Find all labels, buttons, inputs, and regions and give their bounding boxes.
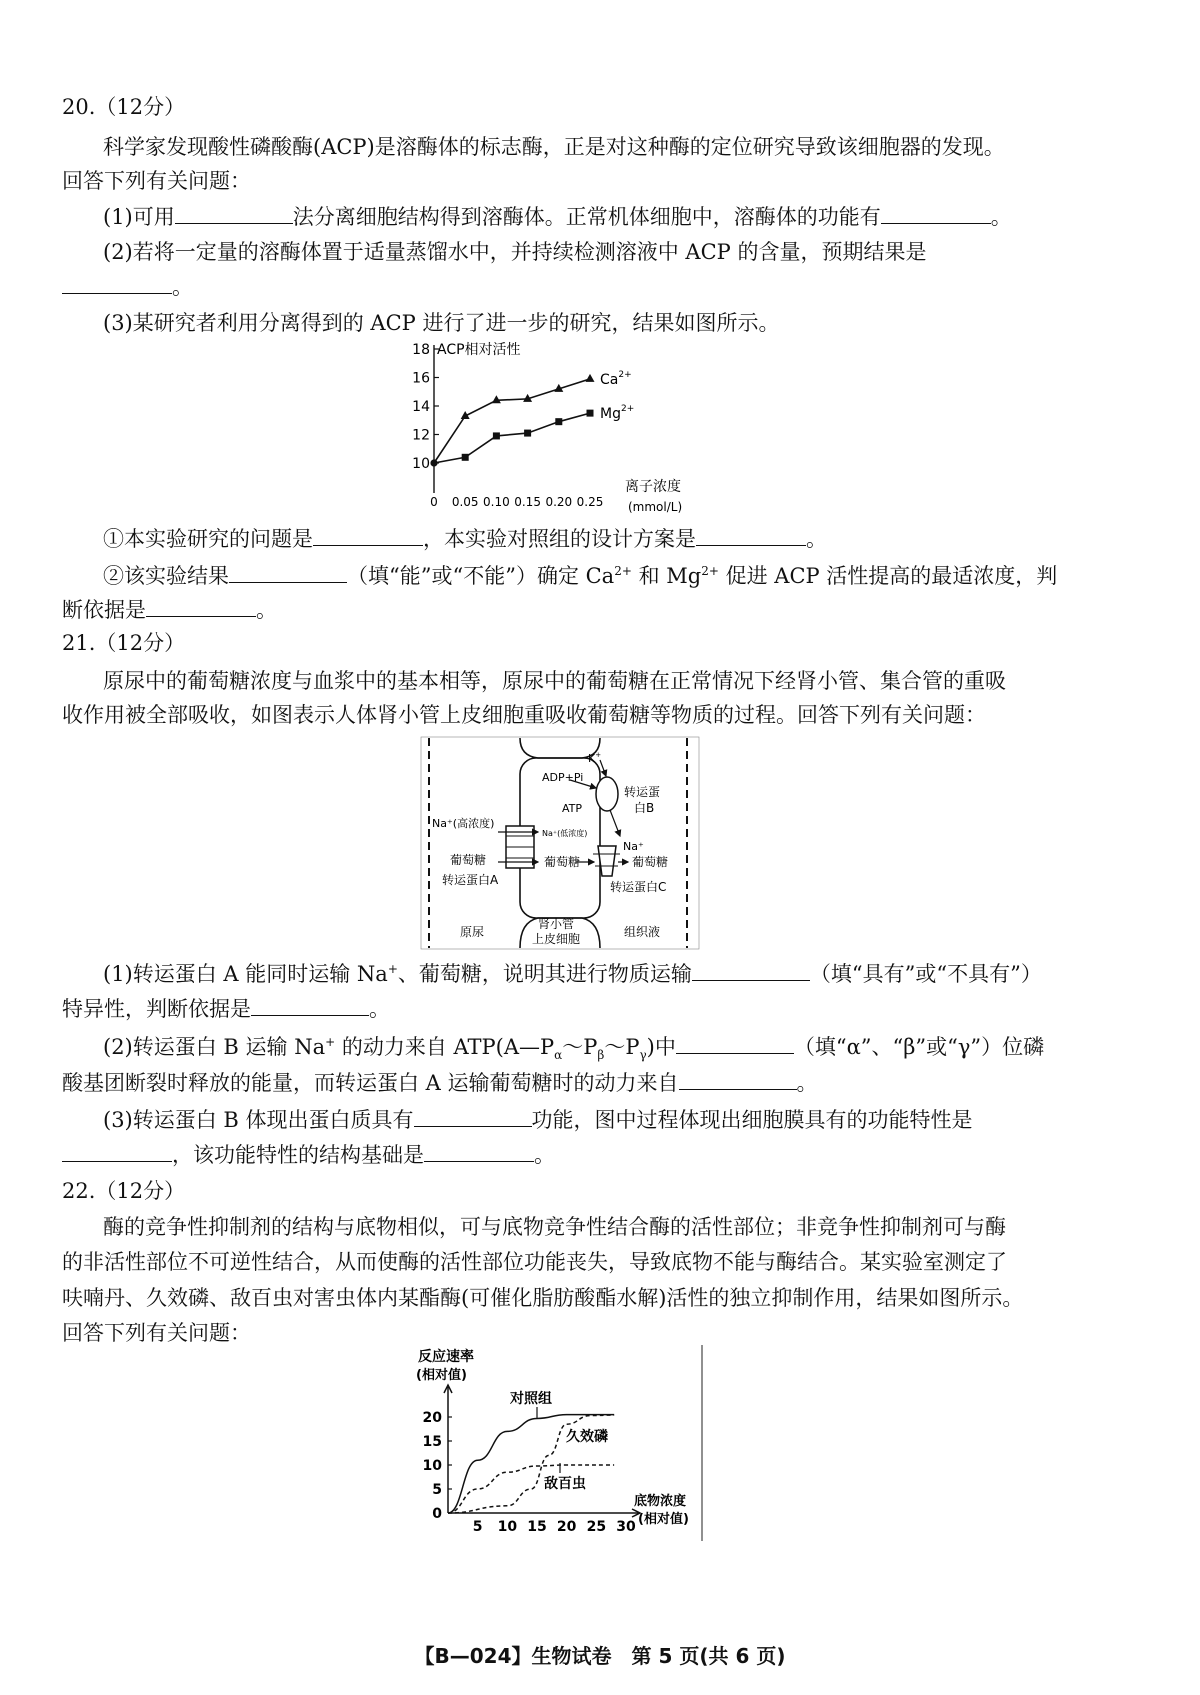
q20-sub2-line1 — [103, 561, 1057, 591]
q20-part3: (3)某研究者利用分离得到的 ACP 进行了进一步的研究，结果如图所示。 — [103, 311, 780, 335]
x-axis-unit: (mmol/L) — [628, 500, 683, 514]
q20-sub1 — [103, 524, 827, 554]
q21-part1-text-c: （填“具有”或“不具有”） — [809, 962, 1042, 986]
data-point — [555, 418, 562, 425]
answer-blank[interactable] — [424, 1143, 534, 1162]
q20-intro-line2: 回答下列有关问题： — [62, 169, 251, 193]
y-tick-label: 5 — [432, 1482, 442, 1498]
series-label-inhibitor-1: 久效磷 — [566, 1429, 608, 1445]
q20-sub2-text-a: ②该实验结果 — [103, 564, 229, 588]
x-tick-label: 0.10 — [483, 495, 510, 509]
y-axis-label: 反应速率 — [418, 1349, 474, 1365]
q21-part2-text-g: 酸基团断裂时释放的能量，而转运蛋白 A 运输葡萄糖时的动力来自 — [62, 1071, 679, 1095]
q21-part3-line2 — [62, 1140, 555, 1170]
q21-part3-text-a: (3)转运蛋白 B 体现出蛋白质具有 — [103, 1108, 414, 1132]
label-na-low: Na⁺(低浓度) — [542, 829, 588, 838]
superscript: + — [387, 962, 398, 976]
x-tick-label: 5 — [472, 1519, 483, 1535]
subscript-alpha: α — [554, 1048, 563, 1063]
q20-sub2-line2 — [62, 595, 277, 625]
answer-blank[interactable] — [62, 1143, 172, 1162]
renal-tubule-diagram — [420, 736, 700, 950]
data-point — [493, 432, 500, 439]
label-tissue-fluid: 组织液 — [624, 925, 661, 939]
q20-sub2-text-b: （填“能”或“不能”）确定 Ca — [347, 564, 615, 588]
label-transporter-c: 转运蛋白C — [610, 880, 667, 894]
x-tick-label: 30 — [616, 1519, 636, 1535]
answer-blank[interactable] — [676, 1035, 794, 1054]
label-epithelial-cell: 上皮细胞 — [532, 932, 581, 946]
q20-sub1-text-c: 。 — [806, 527, 827, 551]
x-tick-label: 0.25 — [576, 495, 604, 509]
label-glucose-2: 葡萄糖 — [544, 855, 581, 869]
q21-header: 21.（12分） — [62, 631, 186, 655]
q20-part2-text-b: 。 — [172, 275, 193, 299]
data-point — [586, 374, 595, 382]
answer-blank[interactable] — [146, 598, 256, 617]
acp-activity-chart — [400, 335, 730, 520]
series-line — [434, 379, 590, 463]
x-tick-label: 0.15 — [514, 495, 541, 509]
q22-intro-line2: 的非活性部位不可逆性结合，从而使酶的活性部位功能丧失，导致底物不能与酶结合。某实验室测定了 — [62, 1250, 1007, 1274]
answer-blank[interactable] — [692, 962, 810, 981]
label-atp: ATP — [562, 802, 583, 815]
y-tick-label: 10 — [422, 1458, 442, 1474]
label-tubule: 肾小管 — [538, 917, 575, 931]
q21-part3-text-c: ，该功能特性的结构基础是 — [172, 1143, 424, 1167]
y-axis-label-unit: (相对值) — [416, 1368, 467, 1383]
x-tick-label: 15 — [527, 1519, 547, 1535]
q22-intro-line1: 酶的竞争性抑制剂的结构与底物相似，可与底物竞争性结合酶的活性部位；非竞争性抑制剂可与酶 — [103, 1215, 1006, 1239]
q20-part1-text-c: 。 — [990, 205, 1012, 229]
series-label-inhibitor-2: 敌百虫 — [544, 1476, 586, 1492]
answer-blank[interactable] — [696, 527, 806, 546]
q20-header: 20.（12分） — [62, 95, 186, 119]
y-tick-label: 14 — [412, 399, 430, 415]
q20-part1 — [103, 202, 1012, 232]
q21-part1-text-b: 、葡萄糖，说明其进行物质运输 — [397, 962, 692, 986]
x-axis-label: 离子浓度 — [625, 479, 681, 495]
q22-intro-line3: 呋喃丹、久效磷、敌百虫对害虫体内某酯酶(可催化脂肪酸酯水解)活性的独立抑制作用，结果如图所示。 — [62, 1286, 1024, 1310]
q21-part1-text-e: 。 — [369, 997, 390, 1021]
q20-part2-line2 — [62, 272, 193, 302]
transporter-b-icon — [596, 777, 618, 811]
q21-part3-text-d: 。 — [534, 1143, 555, 1167]
label-k: K+ — [588, 751, 602, 765]
data-point — [524, 430, 531, 437]
subscript-gamma: γ — [639, 1048, 647, 1063]
q21-part2-text-c: ～P — [562, 1035, 598, 1059]
q21-part2-line2 — [62, 1068, 818, 1098]
y-tick-label: 20 — [422, 1410, 442, 1426]
q21-intro-line2: 收作用被全部吸收，如图表示人体肾小管上皮细胞重吸收葡萄糖等物质的过程。回答下列有关问题： — [62, 703, 986, 727]
y-tick-label: 18 — [412, 342, 430, 358]
answer-blank[interactable] — [679, 1071, 797, 1090]
q20-sub1-text-b: ，本实验对照组的设计方案是 — [423, 527, 696, 551]
label-na-high: Na⁺(高浓度) — [432, 817, 495, 830]
q21-part1-line1 — [103, 959, 1042, 989]
x-tick-label: 0 — [430, 495, 438, 509]
y-axis-label: ACP相对活性 — [437, 342, 521, 358]
y-tick-label: 15 — [422, 1434, 442, 1450]
q20-part1-text-a: (1)可用 — [103, 205, 175, 229]
answer-blank[interactable] — [175, 205, 293, 224]
answer-blank[interactable] — [62, 275, 172, 294]
x-tick-label: 20 — [556, 1519, 577, 1535]
label-transporter-a: 转运蛋白A — [442, 873, 499, 887]
na-out-arrow — [610, 810, 620, 836]
y-tick-label: 0 — [432, 1506, 442, 1522]
superscript: + — [325, 1035, 336, 1049]
x-tick-label: 10 — [497, 1519, 518, 1535]
label-na: Na⁺ — [623, 840, 644, 853]
data-point — [587, 410, 594, 417]
page-footer: 【B—024】生物试卷 第 5 页(共 6 页) — [414, 1644, 786, 1668]
superscript: 2+ — [701, 564, 719, 578]
data-point — [431, 460, 438, 467]
label-primary-urine: 原尿 — [460, 925, 485, 939]
q21-intro-line1: 原尿中的葡萄糖浓度与血浆中的基本相等，原尿中的葡萄糖在正常情况下经肾小管、集合管的重吸 — [103, 669, 1006, 693]
series-line — [434, 413, 590, 463]
label-transporter-b-2: 白B — [634, 801, 655, 815]
y-tick-label: 10 — [412, 456, 430, 472]
answer-blank[interactable] — [229, 564, 347, 583]
superscript: 2+ — [614, 564, 632, 578]
legend-label: $Ca^{2+}$ — [600, 369, 632, 388]
q21-part3-text-b: 功能，图中过程体现出细胞膜具有的功能特性是 — [531, 1108, 973, 1132]
label-glucose-3: 葡萄糖 — [632, 855, 669, 869]
q21-part2-text-a: (2)转运蛋白 B 运输 Na — [103, 1035, 326, 1059]
q22-intro-line4: 回答下列有关问题： — [62, 1321, 251, 1345]
q21-part2-text-h: 。 — [796, 1071, 818, 1095]
q20-sub2-text-f: 。 — [256, 598, 277, 622]
q21-part2-text-e: )中 — [646, 1035, 676, 1059]
reaction-rate-chart — [410, 1345, 710, 1545]
q22-header: 22.（12分） — [62, 1179, 186, 1203]
q21-part2-text-d: ～P — [604, 1035, 640, 1059]
x-axis-label-unit: (相对值) — [638, 1512, 689, 1527]
x-tick-label: 0.05 — [451, 495, 479, 509]
q21-part3-line1 — [103, 1105, 973, 1135]
q21-part1-text-a: (1)转运蛋白 A 能同时运输 Na — [103, 962, 388, 986]
y-tick-label: 12 — [412, 427, 430, 444]
x-tick-label: 0.20 — [545, 495, 573, 509]
y-tick-label: 16 — [412, 370, 430, 387]
q20-sub1-text-a: ①本实验研究的问题是 — [103, 527, 313, 551]
answer-blank[interactable] — [414, 1108, 532, 1127]
q21-part2-text-f: （填“α”、“β”或“γ”）位磷 — [793, 1035, 1045, 1059]
q20-intro-line1: 科学家发现酸性磷酸酶(ACP)是溶酶体的标志酶，正是对这种酶的定位研究导致该细胞器的发现。 — [103, 135, 1005, 159]
legend-label: $Mg^{2+}$ — [600, 404, 635, 423]
q20-sub2-text-c: 和 Mg — [631, 564, 702, 588]
transporter-c-icon — [598, 846, 616, 876]
k-arrow — [600, 760, 606, 776]
series-curve — [448, 1465, 614, 1513]
answer-blank[interactable] — [881, 205, 991, 224]
label-transporter-b-1: 转运蛋 — [624, 785, 661, 799]
label-glucose-1: 葡萄糖 — [450, 853, 487, 867]
subscript-beta: β — [597, 1048, 605, 1063]
q21-part1-text-d: 特异性，判断依据是 — [62, 997, 251, 1021]
x-tick-label: 25 — [586, 1519, 607, 1535]
q20-sub2-text-e: 断依据是 — [62, 598, 146, 622]
q20-part1-text-b: 法分离细胞结构得到溶酶体。正常机体细胞中，溶酶体的功能有 — [292, 205, 881, 229]
data-point — [492, 395, 501, 403]
label-adp: ADP+Pi — [542, 771, 584, 784]
q21-part2-text-b: 的动力来自 ATP(A—P — [335, 1035, 555, 1059]
q21-part1-line2 — [62, 994, 390, 1024]
data-point — [462, 454, 469, 461]
answer-blank[interactable] — [251, 997, 369, 1016]
q21-part2-line1 — [103, 1032, 1044, 1062]
q20-part2-line1: (2)若将一定量的溶酶体置于适量蒸馏水中，并持续检测溶液中 ACP 的含量，预期结果是 — [103, 240, 927, 264]
answer-blank[interactable] — [313, 527, 423, 546]
q20-sub2-text-d: 促进 ACP 活性提高的最适浓度，判 — [718, 564, 1058, 588]
series-label-control: 对照组 — [510, 1391, 552, 1407]
x-axis-label: 底物浓度 — [634, 1494, 687, 1509]
